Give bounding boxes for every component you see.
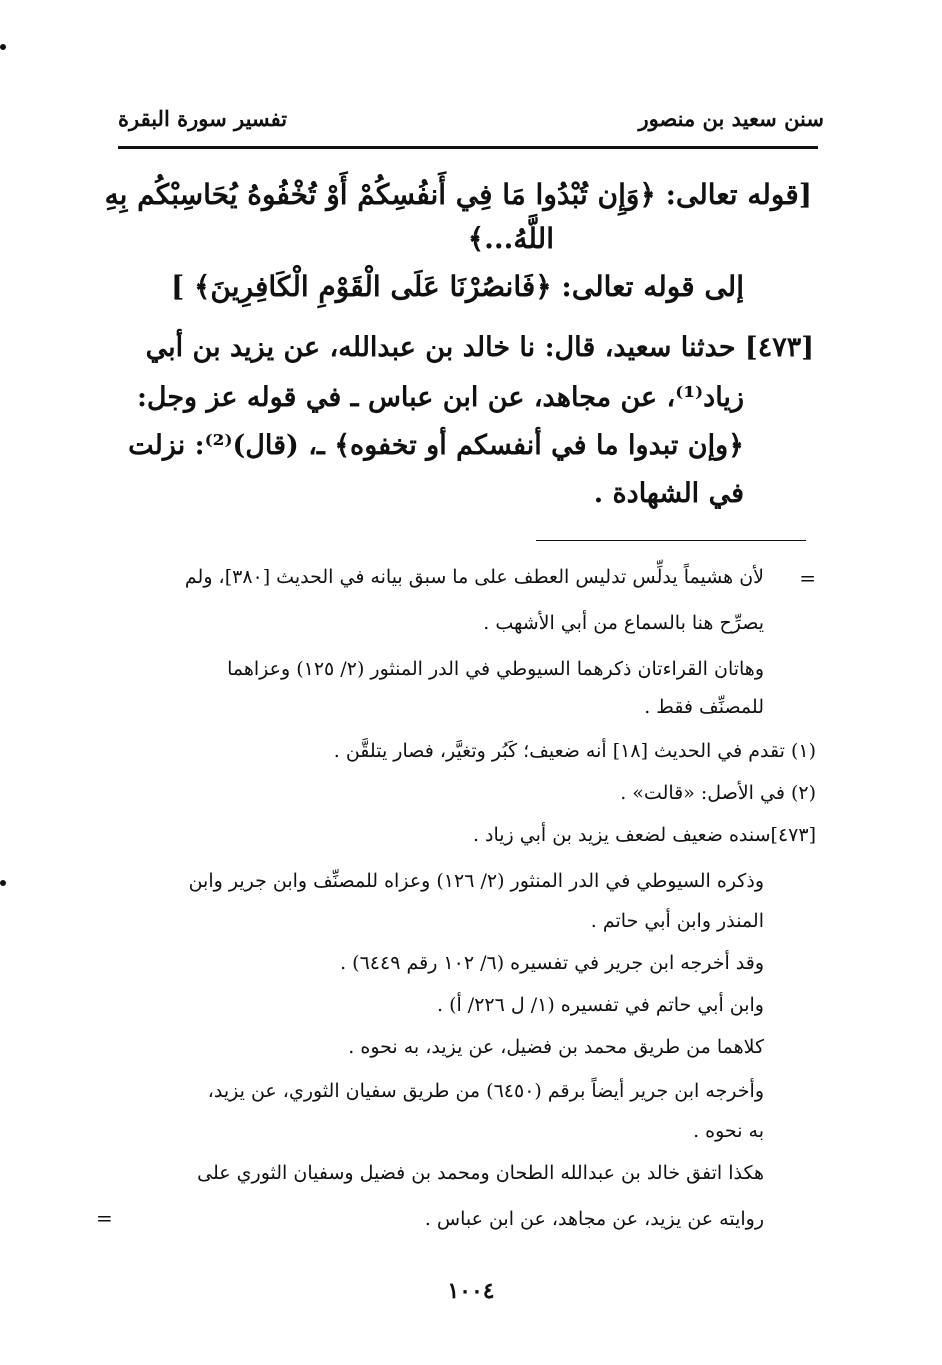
footnote-473-line: وابن أبي حاتم في تفسيره (١/ ل ٢٢٦/ أ) . (437, 994, 764, 1016)
hadith-text-line-4: في الشهادة . (593, 478, 744, 509)
hadith-text-line-2: زياد⁽¹⁾، عن مجاهد، عن ابن عباس ـ في قوله عز وجل: (136, 382, 744, 413)
running-header-book-title: سنن سعيد بن منصور (638, 106, 824, 131)
chapter-heading-line-2: اللَّهُ...﴾ (467, 222, 554, 255)
margin-dot (0, 44, 6, 50)
footnote-473-line: وأخرجه ابن جرير أيضاً برقم (٦٤٥٠) من طريق سفيان الثوري، عن يزيد، (207, 1080, 764, 1102)
footnote-473-line: كلاهما من طريق محمد بن فضيل، عن يزيد، به نحوه . (348, 1036, 764, 1058)
header-divider (118, 146, 818, 149)
footnote-continuation-line: للمصنِّف فقط . (644, 696, 764, 718)
footnote-473-line: المنذر وابن أبي حاتم . (590, 910, 764, 932)
footnote-473-line: وذكره السيوطي في الدر المنثور (٢/ ١٢٦) وعزاه للمصنِّف وابن جرير وابن (188, 870, 764, 892)
footnote-divider (536, 540, 806, 541)
hadith-text-line-1: [٤٧٣] حدثنا سعيد، قال: نا خالد بن عبدالله، عن يزيد بن أبي (145, 332, 814, 363)
chapter-heading-line-3: إلى قوله تعالى: ﴿فَانصُرْنَا عَلَى الْقَوْمِ الْكَافِرِينَ﴾ ] (171, 270, 744, 303)
footnote-473-line: وقد أخرجه ابن جرير في تفسيره (٦/ ١٠٢ رقم ٦٤٤٩) . (340, 952, 764, 974)
footnote-continuation-mark: = (799, 566, 816, 590)
footnote-2: (٢) في الأصل: «قالت» . (620, 782, 816, 804)
chapter-heading-line-1: [قوله تعالى: ﴿وَإِن تُبْدُوا مَا فِي أَنفُسِكُمْ أَوْ تُخْفُوهُ يُحَاسِبْكُم بِهِ (104, 178, 812, 211)
footnote-473-line: به نحوه . (693, 1120, 764, 1142)
footnote-continuation-line: وهاتان القراءتان ذكرهما السيوطي في الدر المنثور (٢/ ١٢٥) وعزاهما (227, 658, 764, 680)
running-header-section-title: تفسير سورة البقرة (118, 106, 288, 131)
footnote-1: (١) تقدم في الحديث [١٨] أنه ضعيف؛ كَبُر وتغيَّر، فصار يتلقَّن . (333, 740, 816, 762)
footnote-473-line: روايته عن يزيد، عن مجاهد، عن ابن عباس . (424, 1208, 764, 1230)
footnote-continuation-line: لأن هشيماً يدلِّس تدليس العطف على ما سبق بيانه في الحديث [٣٨٠]، ولم (184, 566, 764, 588)
margin-dot (0, 880, 6, 886)
hadith-text-line-3: ﴿وإن تبدوا ما في أنفسكم أو تخفوه﴾ ـ، (قال)⁽²⁾: نزلت (128, 430, 744, 461)
footnote-473-line: هكذا اتفق خالد بن عبدالله الطحان ومحمد بن فضيل وسفيان الثوري على (197, 1162, 764, 1184)
footnote-end-mark: = (96, 1206, 113, 1230)
page-number: ١٠٠٤ (447, 1278, 495, 1304)
footnote-473-line: [٤٧٣]سنده ضعيف لضعف يزيد بن أبي زياد . (472, 824, 816, 846)
footnote-continuation-line: يصرِّح هنا بالسماع من أبي الأشهب . (483, 612, 764, 634)
